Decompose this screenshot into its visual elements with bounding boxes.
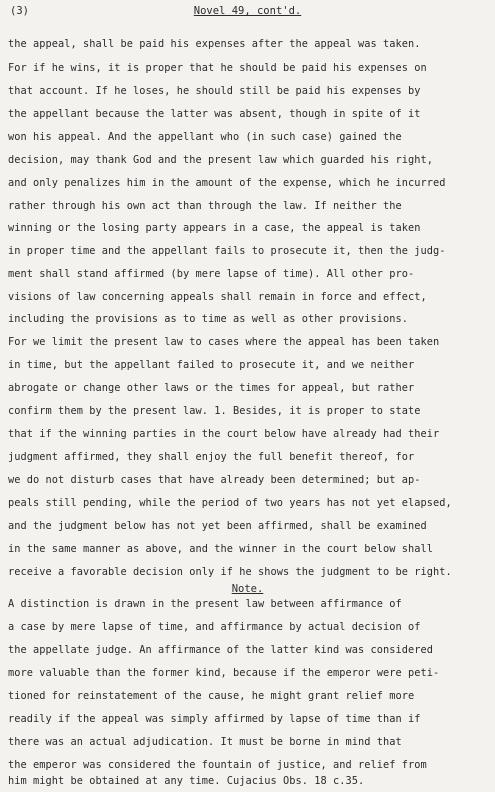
text-line: receive a favorable decision only if he shows the judgment to be right. bbox=[8, 566, 452, 578]
note-line: tioned for reinstatement of the cause, he might grant relief more bbox=[8, 690, 415, 702]
text-line: the appellant because the latter was absent, though in spite of it bbox=[8, 108, 421, 120]
text-line: we do not disturb cases that have already been determined; but ap- bbox=[8, 474, 421, 486]
text-line: won his appeal. And the appellant who (in such case) gained the bbox=[8, 131, 402, 143]
page-number: (3) bbox=[10, 5, 29, 17]
text-line: peals still pending, while the period of two years has not yet elapsed, bbox=[8, 497, 452, 509]
note-heading: Note. bbox=[231, 583, 264, 595]
text-line: rather through his own act than through the law. If neither the bbox=[8, 200, 402, 212]
text-line: abrogate or change other laws or the times for appeal, but rather bbox=[8, 382, 415, 394]
text-line: ment shall stand affirmed (by mere lapse of time). All other pro- bbox=[8, 268, 415, 280]
note-line: there was an actual adjudication. It must be borne in mind that bbox=[8, 736, 402, 748]
running-head: Novel 49, cont'd. bbox=[193, 5, 302, 17]
note-line: readily if the appeal was simply affirmed by lapse of time than if bbox=[8, 713, 421, 725]
text-line: that if the winning parties in the court below have already had their bbox=[8, 428, 440, 440]
text-line: in the same manner as above, and the winner in the court below shall bbox=[8, 543, 433, 555]
text-line: confirm them by the present law. 1. Besides, it is proper to state bbox=[8, 405, 421, 417]
text-line: and only penalizes him in the amount of the expense, which he incurred bbox=[8, 177, 446, 189]
note-line: the appellate judge. An affirmance of the latter kind was considered bbox=[8, 644, 433, 656]
note-line: the emperor was considered the fountain of justice, and relief from bbox=[8, 759, 427, 771]
text-line: visions of law concerning appeals shall remain in force and effect, bbox=[8, 291, 427, 303]
text-line: in proper time and the appellant fails to prosecute it, then the judg- bbox=[8, 245, 446, 257]
text-line: that account. If he loses, he should still be paid his expenses by bbox=[8, 85, 421, 97]
page-header bbox=[0, 0, 495, 24]
text-line: judgment affirmed, they shall enjoy the full benefit thereof, for bbox=[8, 451, 415, 463]
note-line: him might be obtained at any time. Cujacius Obs. 18 c.35. bbox=[8, 775, 365, 787]
text-line: the appeal, shall be paid his expenses after the appeal was taken. bbox=[8, 38, 421, 50]
text-line: in time, but the appellant failed to prosecute it, and we neither bbox=[8, 359, 415, 371]
note-line: more valuable than the former kind, because if the emperor were peti- bbox=[8, 667, 440, 679]
note-line: a case by mere lapse of time, and affirmance by actual decision of bbox=[8, 621, 421, 633]
note-line: A distinction is drawn in the present law between affirmance of bbox=[8, 598, 402, 610]
text-line: winning or the losing party appears in a case, the appeal is taken bbox=[8, 222, 421, 234]
text-line: including the provisions as to time as well as other provisions. bbox=[8, 313, 408, 325]
text-line: decision, may thank God and the present law which guarded his right, bbox=[8, 154, 433, 166]
text-line: For if he wins, it is proper that he should be paid his expenses on bbox=[8, 62, 427, 74]
text-line: For we limit the present law to cases where the appeal has been taken bbox=[8, 336, 440, 348]
text-line: and the judgment below has not yet been affirmed, shall be examined bbox=[8, 520, 427, 532]
